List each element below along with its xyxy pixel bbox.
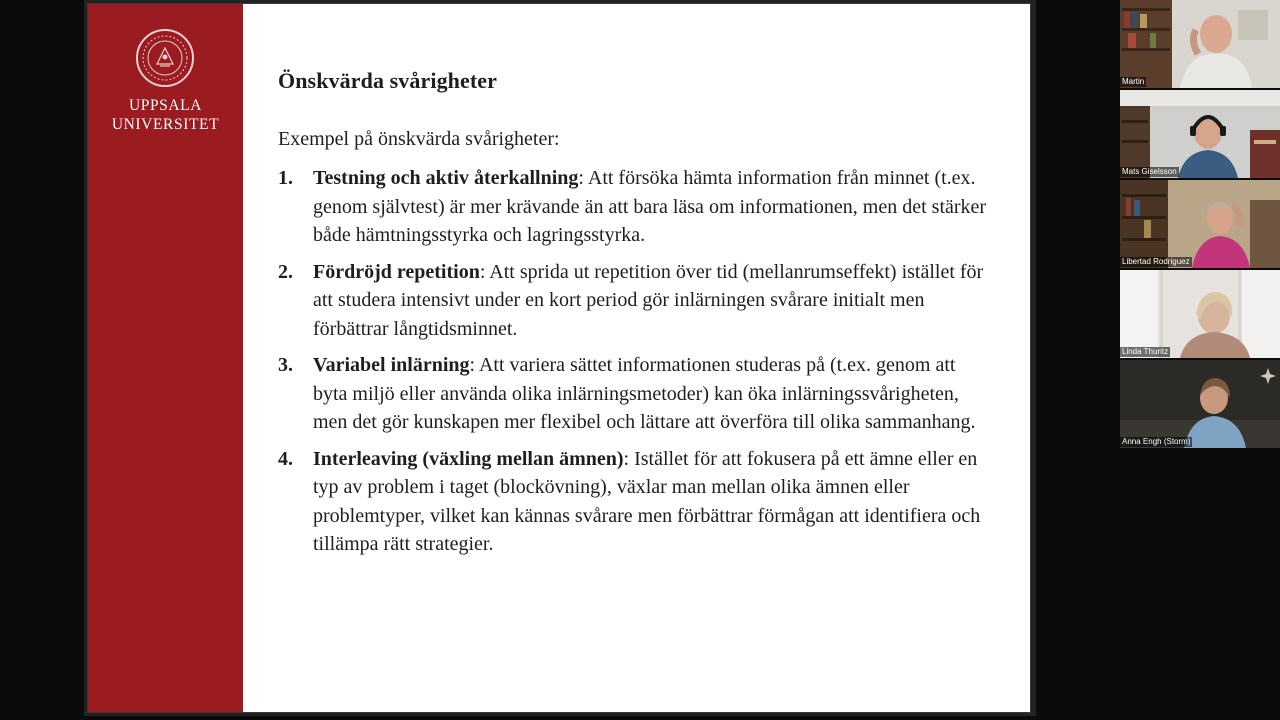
participant-name: Martin: [1122, 77, 1145, 86]
list-item: [278, 164, 993, 250]
participant-name: Mats Giselsson: [1122, 167, 1177, 176]
list-item-number: 3.: [278, 354, 293, 376]
list-item-term: Interleaving (växling mellan ämnen): [313, 447, 624, 470]
participant-tile-linda-thuritz[interactable]: [1120, 270, 1280, 358]
list-item-number: 2.: [278, 260, 293, 283]
list-item: [278, 258, 993, 344]
difficulties-list: [278, 164, 993, 567]
participant-video: [1120, 360, 1280, 448]
slide-title: Önskvärda svårigheter: [278, 68, 498, 93]
participant-video: [1120, 180, 1280, 268]
list-item-number: 4.: [278, 447, 293, 470]
list-item-number: 1.: [278, 167, 293, 189]
participant-tile-martin[interactable]: [1120, 0, 1280, 88]
list-item-text: : Att sprida ut repetition över tid (mellanrumseffekt) istället för att studera intensivt under en kort period gör inlärningen svårare initialt men förbättrar långtidsminnet.: [313, 260, 984, 340]
university-name-line-1: UPPSALA: [128, 97, 203, 114]
participant-name: Linda Thuritz: [1122, 347, 1169, 356]
list-item-term: Variabel inlärning: [313, 354, 470, 376]
participant-tile-libertad-rodriguez[interactable]: [1120, 180, 1280, 268]
slide-content: [278, 4, 998, 712]
list-item-term: Fördröjd repetition: [313, 260, 480, 283]
participant-video: [1120, 270, 1280, 358]
list-item: [278, 351, 993, 437]
university-name-line-2: UNIVERSITET: [111, 116, 220, 133]
university-seal-icon: [135, 28, 195, 88]
participant-tile-mats-giselsson[interactable]: [1120, 90, 1280, 178]
slide-intro: Exempel på önskvärda svårigheter:: [278, 128, 560, 150]
participant-name: Libertad Rodriguez: [1122, 257, 1190, 266]
presentation-slide: [88, 4, 1030, 712]
participant-tile-anna-engh[interactable]: [1120, 360, 1280, 448]
participant-video: [1120, 90, 1280, 178]
participant-gallery: [1120, 0, 1280, 450]
participant-name: Anna Engh (Storm): [1122, 437, 1191, 446]
list-item-text: : Att variera sättet informationen studeras på (t.ex. genom att byta miljö eller använda olika inlärningsmetoder) kan öka inlärningssvårigheten, men det gör kunskapen mer flexibel och lättare att överföra till olika sammanhang.: [313, 354, 976, 433]
slide-brand-sidebar: [88, 4, 243, 712]
list-item-term: Testning och aktiv återkallning: [313, 167, 579, 189]
participant-video: [1120, 0, 1280, 88]
list-item: [278, 445, 993, 559]
list-item-text: : Att försöka hämta information från minnet (t.ex. genom självtest) är mer krävande än att bara läsa om informationen, men det stärker både hämtningsstyrka och lagringsstyrka.: [313, 167, 987, 246]
list-item-text: : Istället för att fokusera på ett ämne eller en typ av problem i taget (blockövning), växlar man mellan olika ämnen eller problemtyper, vilket kan kännas svårare men förbättrar förmågan att identifiera och tillämpa rätt strategier.: [313, 447, 981, 555]
